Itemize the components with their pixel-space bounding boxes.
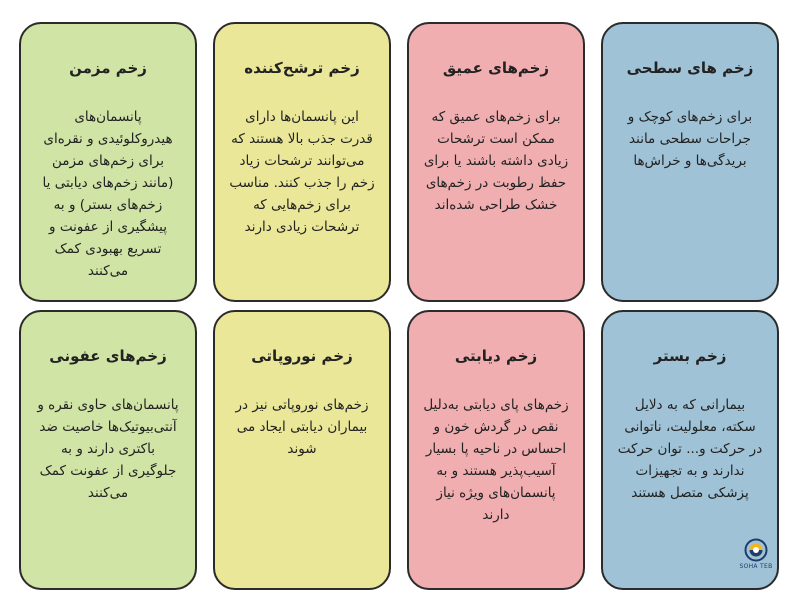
card-exuding-wounds	[213, 22, 391, 302]
brand-logo	[736, 538, 776, 578]
card-title: زخم های سطحی	[626, 59, 754, 77]
card-neuropathic-wounds	[213, 310, 391, 590]
card-title: زخم بستر	[653, 347, 727, 365]
card-deep-wounds	[407, 22, 585, 302]
card-body: این پانسمان‌ها دارای قدرت جذب بالا هستند که می‌توانند ترشحات زیاد زخم را جذب کنند. مناسب برای زخم‌هایی که ترشحات زیادی دارند	[229, 109, 375, 235]
card-body: پانسمان‌های هیدروکلوئیدی و نقره‌ای برای زخم‌های مزمن (مانند زخم‌های دیابتی یا زخم‌های بستر) و به پیشگیری از عفونت و تسریع بهبودی کمک می‌کنند	[42, 109, 174, 279]
card-body: برای زخم‌های عمیق که ممکن است ترشحات زیادی داشته باشند یا برای حفظ رطوبت در زخم‌های خشک طراحی شده‌اند	[423, 109, 569, 213]
card-title: زخم‌های عمیق	[442, 59, 550, 77]
card-diabetic-wounds	[407, 310, 585, 590]
logo-text: SOHA TEB	[739, 563, 773, 570]
card-infected-wounds	[19, 310, 197, 590]
card-title: زخم نوروپاتی	[251, 347, 353, 365]
card-chronic-wounds	[19, 22, 197, 302]
card-title: زخم‌های عفونی	[49, 347, 167, 365]
card-title: زخم مزمن	[69, 59, 147, 77]
card-superficial-wounds	[601, 22, 779, 302]
card-body: برای زخم‌های کوچک و جراحات سطحی مانند بریدگی‌ها و خراش‌ها	[627, 109, 753, 169]
card-title: زخم دیابتی	[454, 347, 538, 365]
card-body: پانسمان‌های حاوی نقره و آنتی‌بیوتیک‌ها خاصیت ضد باکتری دارند و به جلوگیری از عفونت کمک می‌کنند	[37, 397, 179, 501]
card-body: زخم‌های پای دیابتی به‌دلیل نقص در گردش خون و احساس در ناحیه پا بسیار آسیب‌پذیر هستند و به پانسمان‌های ویژه نیاز دارند	[423, 397, 569, 523]
soha-teb-logo-icon	[736, 538, 776, 562]
card-body: بیمارانی که به دلایل سکته، معلولیت، ناتوانی در حرکت و... توان حرکت ندارند و به تجهیزات پزشکی متصل هستند	[617, 397, 763, 501]
card-body: زخم‌های نوروپاتی نیز در بیماران دیابتی ایجاد می شوند	[235, 397, 369, 457]
card-title: زخم ترشح‌کننده	[244, 59, 360, 77]
